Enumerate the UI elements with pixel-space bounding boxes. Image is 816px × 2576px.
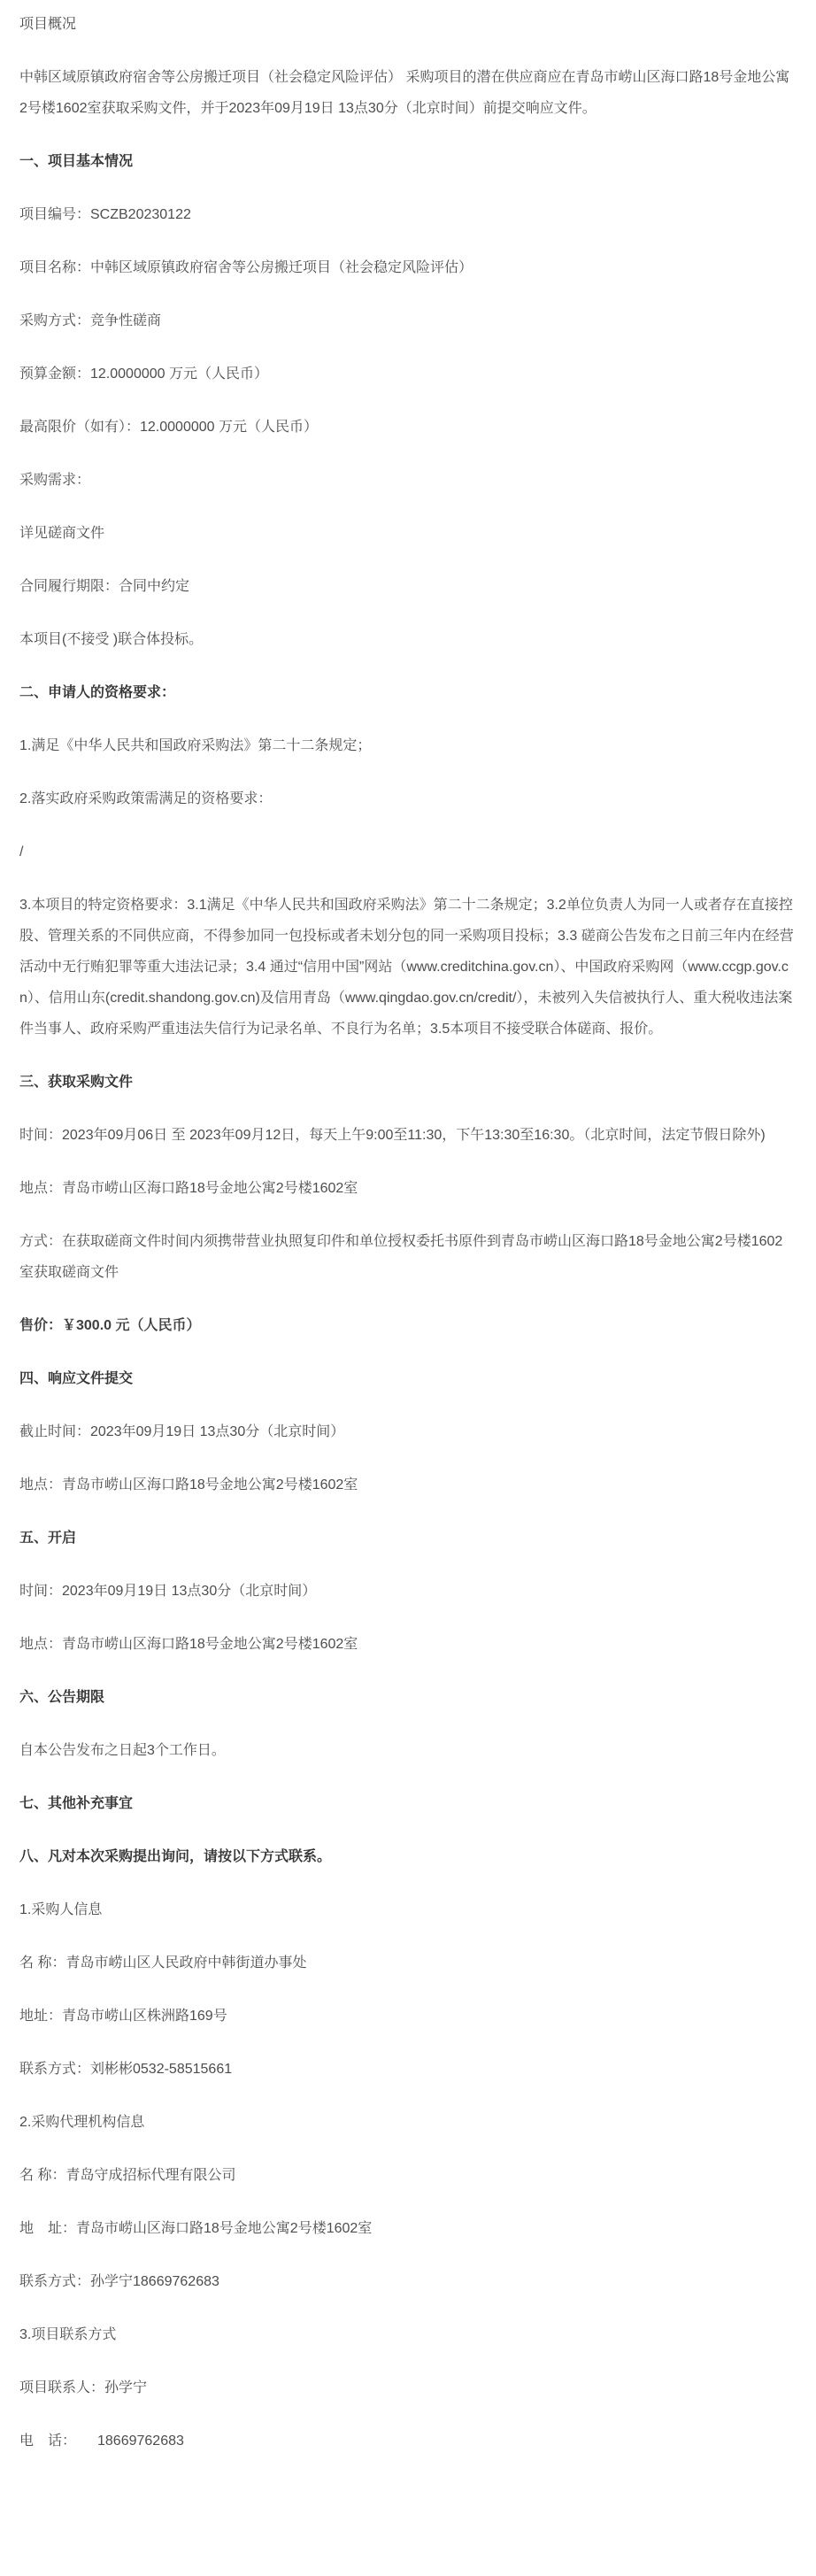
heading-contact-info: 八、凡对本次采购提出询问，请按以下方式联系。 (19, 1849, 332, 1864)
line-procurement-demand: 采购需求： (19, 473, 91, 488)
line-document-price: 售价：￥300.0 元（人民币） (19, 1318, 201, 1333)
heading-opening: 五、开启 (19, 1531, 77, 1546)
heading-response-submission: 四、响应文件提交 (19, 1371, 134, 1386)
heading-other-matters: 七、其他补充事宜 (19, 1796, 134, 1811)
line-max-price: 最高限价（如有）：12.0000000 万元（人民币） (19, 420, 318, 435)
line-agency-info-label: 2.采购代理机构信息 (19, 2115, 145, 2130)
line-purchaser-contact: 联系方式：刘彬彬0532-58515661 (19, 2062, 233, 2077)
line-deadline: 截止时间：2023年09月19日 13点30分（北京时间） (19, 1424, 345, 1439)
line-obtain-place: 地点：青岛市崂山区海口路18号金地公寓2号楼1602室 (19, 1181, 358, 1196)
line-obtain-time: 时间：2023年09月06日 至 2023年09月12日，每天上午9:00至11:30，下午13:30至16:30。（北京时间，法定节假日除外) (19, 1128, 766, 1143)
heading-applicant-qualification: 二、申请人的资格要求： (19, 685, 176, 700)
line-purchaser-name: 名 称：青岛市崂山区人民政府中韩街道办事处 (19, 1955, 307, 1971)
line-qualification-3: 3.本项目的特定资格要求：3.1满足《中华人民共和国政府采购法》第二十二条规定；3.2单位负责人为同一人或者存在直接控股、管理关系的不同供应商，不得参加同一包投标或者未划分包的同一采购项目投标；3.3 磋商公告发布之日前三年内在经营活动中无行贿犯罪等重大违法记录；3.4 通过“信用中国”网站（www.creditchina.gov.cn）、中国政府采购网（www.ccgp.gov.cn）、信用山东(credit.shandong.gov.cn)及信用青岛（www.qingdao.gov.cn/credit/），未被列入失信被执行人、重大税收违法案件当事人、政府采购严重违法失信行为记录名单、不良行为名单；3.5本项目不接受联合体磋商、报价。 (19, 898, 794, 1037)
line-qualification-2: 2.落实政府采购政策需满足的资格要求： (19, 791, 273, 806)
line-procurement-method: 采购方式：竞争性磋商 (19, 313, 162, 328)
line-agency-address: 地 址：青岛市崂山区海口路18号金地公寓2号楼1602室 (19, 2221, 373, 2236)
line-obtain-method: 方式：在获取磋商文件时间内须携带营业执照复印件和单位授权委托书原件到青岛市崂山区海口路18号金地公寓2号楼1602室获取磋商文件 (19, 1234, 783, 1280)
line-project-contact-label: 3.项目联系方式 (19, 2327, 117, 2342)
line-agency-contact: 联系方式：孙学宁18669762683 (19, 2274, 219, 2289)
line-agency-name: 名 称：青岛守成招标代理有限公司 (19, 2168, 236, 2183)
line-announcement-period: 自本公告发布之日起3个工作日。 (19, 1743, 226, 1758)
line-qualification-1: 1.满足《中华人民共和国政府采购法》第二十二条规定； (19, 738, 372, 753)
line-submission-place: 地点：青岛市崂山区海口路18号金地公寓2号楼1602室 (19, 1477, 358, 1492)
heading-obtain-documents: 三、获取采购文件 (19, 1075, 134, 1090)
line-purchaser-address: 地址：青岛市崂山区株洲路169号 (19, 2009, 227, 2024)
heading-project-basic-info: 一、项目基本情况 (19, 154, 134, 169)
heading-announcement-period: 六、公告期限 (19, 1690, 105, 1705)
line-budget-amount: 预算金额：12.0000000 万元（人民币） (19, 366, 268, 382)
line-see-document: 详见磋商文件 (19, 526, 105, 541)
line-opening-time: 时间：2023年09月19日 13点30分（北京时间） (19, 1584, 317, 1599)
line-project-name: 项目名称：中韩区域原镇政府宿舍等公房搬迁项目（社会稳定风险评估） (19, 260, 473, 275)
line-opening-place: 地点：青岛市崂山区海口路18号金地公寓2号楼1602室 (19, 1637, 358, 1652)
line-project-number: 项目编号：SCZB20230122 (19, 207, 191, 222)
line-qualification-slash: / (19, 845, 24, 860)
page-title: 项目概况 (19, 17, 77, 32)
line-project-contact-phone: 电 话： 18669762683 (19, 2433, 184, 2449)
line-purchaser-info-label: 1.采购人信息 (19, 1902, 103, 1917)
line-contract-period: 合同履行期限：合同中约定 (19, 579, 190, 594)
intro-paragraph: 中韩区域原镇政府宿舍等公房搬迁项目（社会稳定风险评估） 采购项目的潜在供应商应在青岛市崂山区海口路18号金地公寓2号楼1602室获取采购文件，并于2023年09月19日 13点30分（北京时间）前提交响应文件。 (19, 70, 790, 116)
line-project-contact-person: 项目联系人：孙学宁 (19, 2380, 148, 2395)
line-consortium-bid: 本项目(不接受 )联合体投标。 (19, 632, 204, 647)
